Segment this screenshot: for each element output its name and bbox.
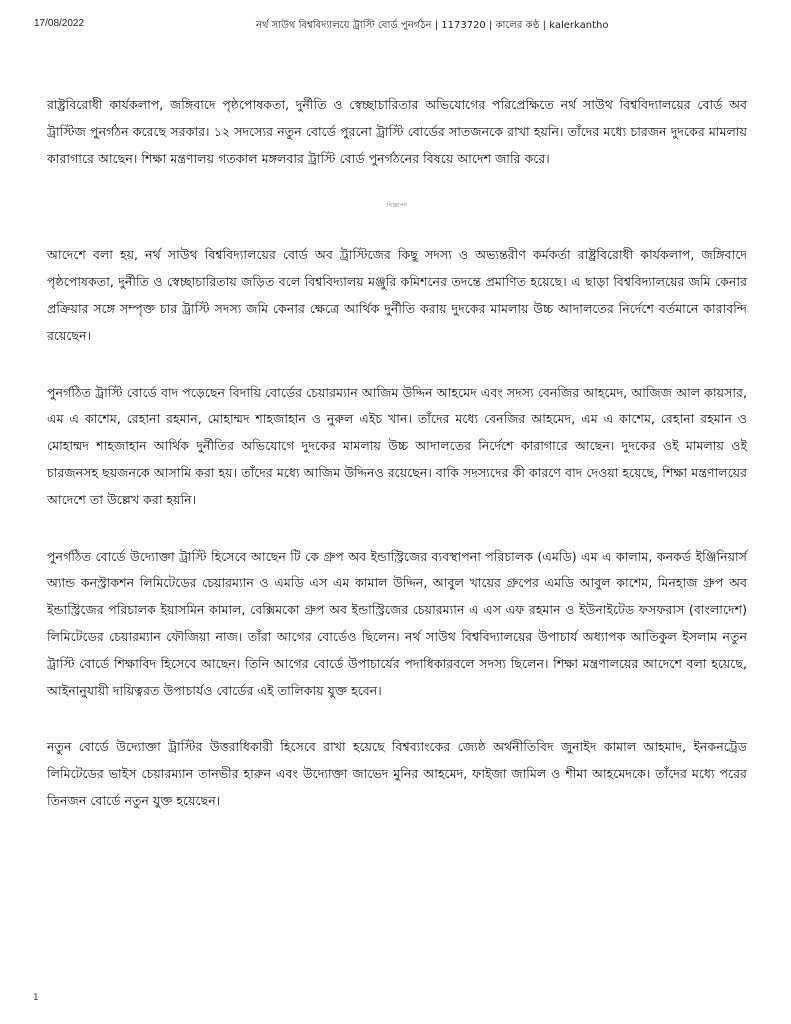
page-header-title: নর্থ সাউথ বিশ্ববিদ্যালয়ে ট্রাস্টি বোর্ড পুনর্গঠন | 1173720 | কালের কণ্ঠ | kalerkantho bbox=[256, 20, 609, 31]
advertisement-label: বিজ্ঞাপন bbox=[386, 202, 408, 210]
article-paragraph: পুনর্গঠিত ট্রাস্টি বোর্ডে বাদ পড়েছেন বিদায়ি বোর্ডের চেয়ারম্যান আজিম উদ্দিন আহমেদ এবং সদস্য বেনজির আহমেদ, আজিজ আল কায়সার, এম এ কাশেম, রেহানা রহমান, মোহাম্মদ শাহজাহান ও নুরুল এইচ খান। তাঁদের মধ্যে বেনজির আহমেদ, এম এ কাশেম, রেহানা রহমান ও মোহাম্মদ শাহজাহান আর্থিক দুর্নীতির অভিযোগে দুদকের মামলায় উচ্চ আদালতের নির্দেশে কারাগারে আছেন। দুদকের ওই মামলায় ওই চারজনসহ ছয়জনকে আসামি করা হয়। তাঁদের মধ্যে আজিম উদ্দিনও রয়েছেন। বাকি সদস্যদের কী কারণে বাদ দেওয়া হয়েছে, শিক্ষা মন্ত্রণালয়ের আদেশে তা উল্লেখ করা হয়নি। bbox=[47, 384, 747, 507]
article-body bbox=[47, 92, 747, 845]
page-number: 1 bbox=[33, 993, 39, 1003]
article-paragraph: পুনর্গঠিত বোর্ডে উদ্যোক্তা ট্রাস্টি হিসেবে আছেন টি কে গ্রুপ অব ইন্ডাস্ট্রিজের ব্যবস্থাপনা পরিচালক (এমডি) এম এ কালাম, কনকর্ড ইঞ্জিনিয়ার্স অ্যান্ড কনস্ট্রাকশন লিমিটেডের চেয়ারম্যান ও এমডি এস এম কামাল উদ্দিন, আবুল খায়ের গ্রুপের এমডি আবুল কাশেম, মিনহাজ গ্রুপ অব ইন্ডাস্ট্রিজের পরিচালক ইয়াসমিন কামাল, বেক্সিমকো গ্রুপ অব ইন্ডাস্ট্রিজের চেয়ারম্যান এ এস এফ রহমান ও ইউনাইটেড ফসফরাস (বাংলাদেশ) লিমিটেডের চেয়ারম্যান ফৌজিয়া নাজ। তাঁরা আগের বোর্ডেও ছিলেন। নর্থ সাউথ বিশ্ববিদ্যালয়ের উপাচার্য অধ্যাপক আতিকুল ইসলাম নতুন ট্রাস্টি বোর্ডে শিক্ষাবিদ হিসেবে আছেন। তিনি আগের বোর্ডে উপাচার্যের পদাধিকারবলে সদস্য ছিলেন। শিক্ষা মন্ত্রণালয়ের আদেশে বলা হয়েছে, আইনানুযায়ী দায়িত্বরত উপাচার্যও বোর্ডের এই তালিকায় যুক্ত হবেন। bbox=[47, 548, 747, 698]
print-date: 17/08/2022 bbox=[34, 18, 85, 29]
article-paragraph: আদেশে বলা হয়, নর্থ সাউথ বিশ্ববিদ্যালয়ের বোর্ড অব ট্রাস্টিজের কিছু সদস্য ও অভ্যন্তরীণ কর্মকর্তা রাষ্ট্রবিরোধী কার্যকলাপ, জঙ্গিবাদে পৃষ্ঠপোষকতা, দুর্নীতি ও স্বেচ্ছাচারিতায় জড়িত বলে বিশ্ববিদ্যালয় মঞ্জুরি কমিশনের তদন্তে প্রমাণিত হয়েছে। এ ছাড়া বিশ্ববিদ্যালয়ের জমি কেনার প্রক্রিয়ার সঙ্গে সম্পৃক্ত চার ট্রাস্টি সদস্য জমি কেনার ক্ষেত্রে আর্থিক দুর্নীতি করায় দুদকের মামলায় উচ্চ আদালতের নির্দেশে বর্তমানে কারাবন্দি রয়েছেন। bbox=[47, 247, 747, 343]
article-paragraph: নতুন বোর্ডে উদ্যোক্তা ট্রাস্টির উত্তরাধিকারী হিসেবে রাখা হয়েছে বিশ্বব্যাংকের জ্যেষ্ঠ অর্থনীতিবিদ জুনাইদ কামাল আহমাদ, ইনকনট্রেড লিমিটেডের ভাইস চেয়ারম্যান তানভীর হারুন এবং উদ্যোক্তা জাভেদ মুনির আহমেদ, ফাইজা জামিল ও শীমা আহমেদকে। তাঁদের মধ্যে পরের তিনজন বোর্ডে নতুন যুক্ত হয়েছেন। bbox=[47, 739, 747, 808]
article-paragraph: রাষ্ট্রবিরোধী কার্যকলাপ, জঙ্গিবাদে পৃষ্ঠপোষকতা, দুর্নীতি ও স্বেচ্ছাচারিতার অভিযোগের পরিপ্রেক্ষিতে নর্থ সাউথ বিশ্ববিদ্যালয়ের বোর্ড অব ট্রাস্টিজ পুনর্গঠন করেছে সরকার। ১২ সদস্যের নতুন বোর্ডে পুরনো ট্রাস্টি বোর্ডের সাতজনকে রাখা হয়নি। তাঁদের মধ্যে চারজন দুদকের মামলায় কারাগারে আছেন। শিক্ষা মন্ত্রণালয় গতকাল মঙ্গলবার ট্রাস্টি বোর্ড পুনর্গঠনের বিষয়ে আদেশ জারি করে। bbox=[47, 97, 747, 166]
